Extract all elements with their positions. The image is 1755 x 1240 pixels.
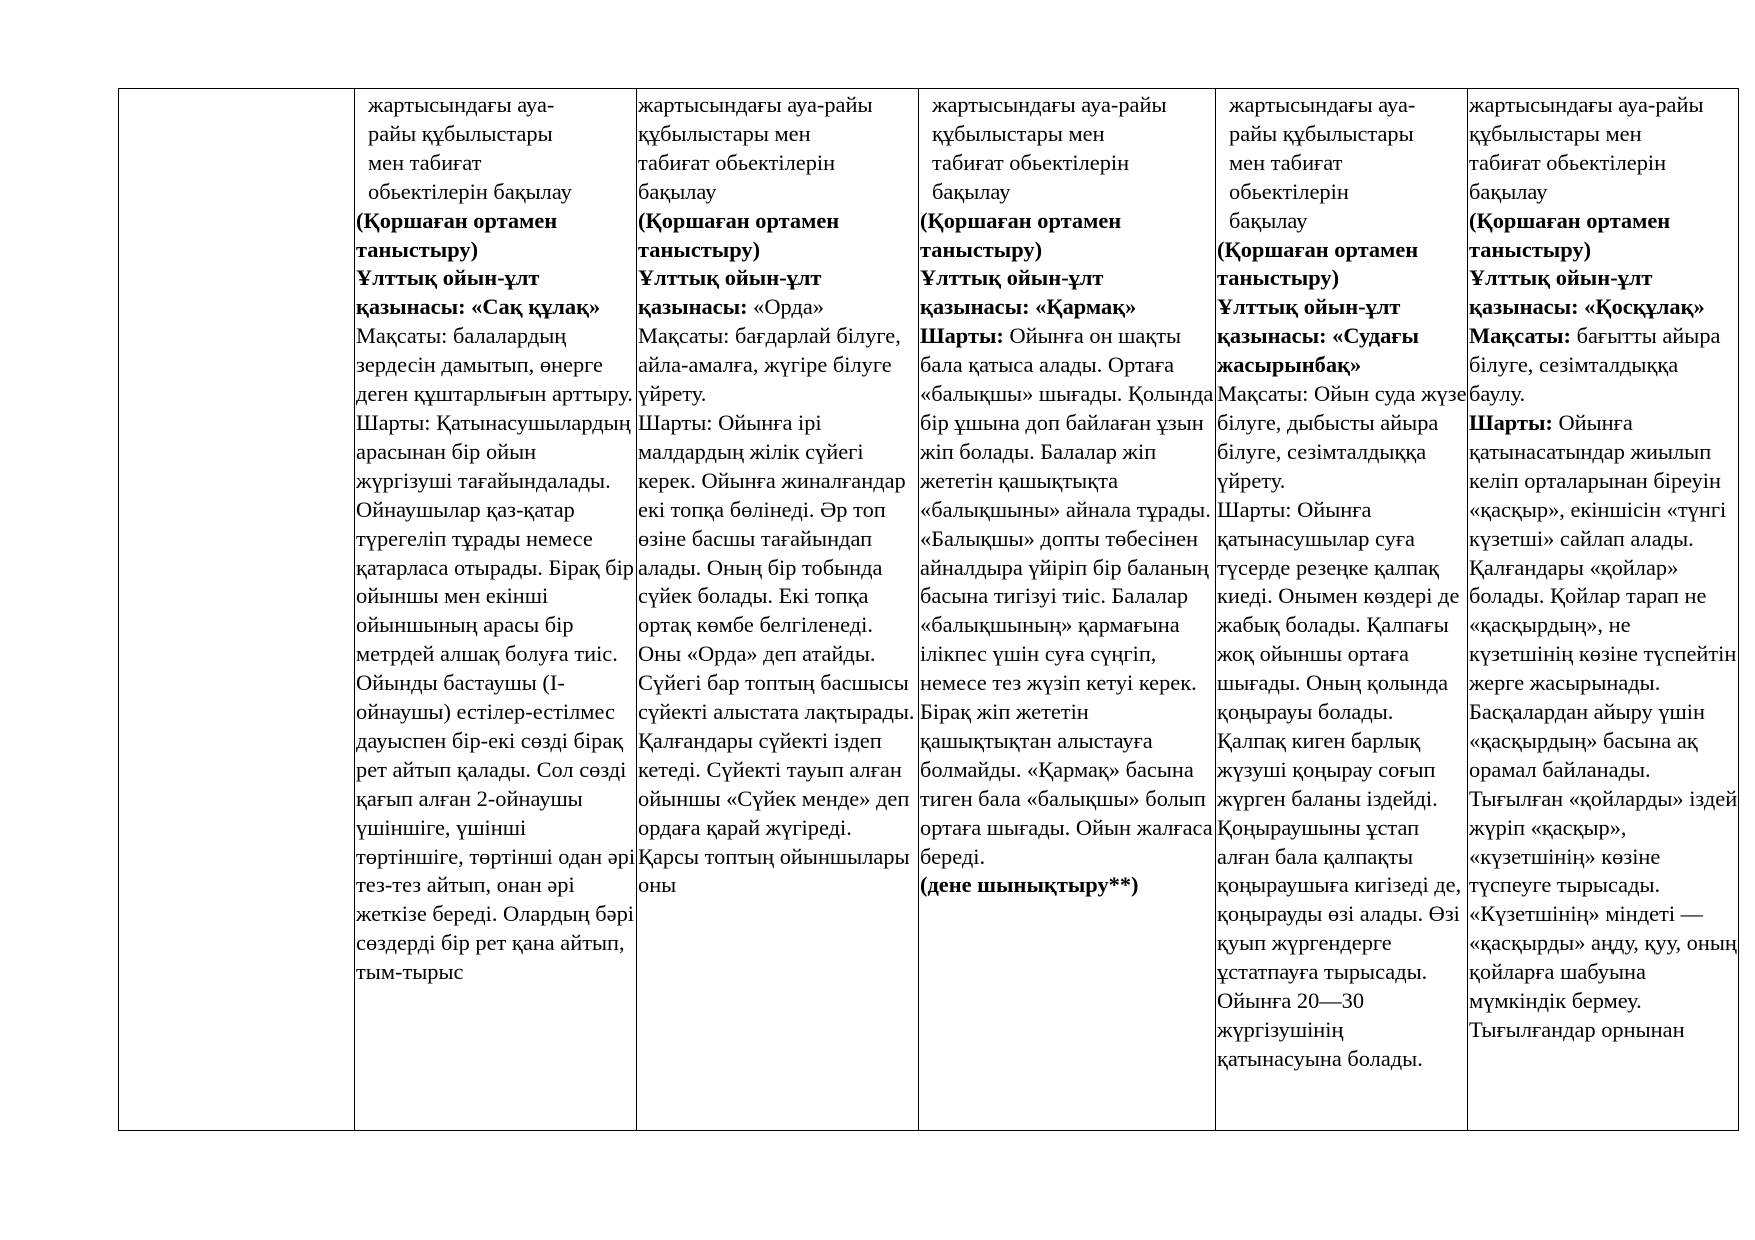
game-label: Ұлттық ойын-ұлт қазынасы: bbox=[356, 265, 540, 320]
game-name: «Судағы жасырынбақ» bbox=[1217, 323, 1419, 378]
rules-label: Шарты: bbox=[638, 409, 713, 435]
rules-label: Шарты: bbox=[920, 323, 1004, 349]
day-column-5 bbox=[1468, 89, 1739, 1131]
rules-text: Ойынға қатынасатындар жиылып келіп орталарынан біреуін «қасқыр», екіншісін «түнгі күзетші» сайлап алады. Қалғандары «қойлар» болады. Қойлар тарап не «қасқырдың», не күзетшінің көзіне түспейтін жерге жасырынады. Басқалардан айыру үшін «қасқырдың» басына ақ орамал байланады. Тығылған «қойларды» іздей жүріп «қасқыр», «күзетшінің» көзіне түспеуге тырысады. «Күзетшінің» міндеті — «қасқырды» аңду, қуу, оның қойларға шабуына мүмкіндік бермеу. Тығылғандар орнынан bbox=[1469, 409, 1738, 1042]
intro-text: жартысындағы ауа-райы құбылыстары мен табиғат обьектілерін бақылау bbox=[932, 92, 1167, 204]
game-label: Ұлттық ойын-ұлт қазынасы: bbox=[920, 265, 1104, 320]
intro-text: жартысындағы ауа- райы құбылыстары мен табиғат обьектілерін бақылау bbox=[368, 92, 572, 204]
goal-text: балалардың зердесін дамытып, өнерге деген құштарлығын арттыру. bbox=[356, 323, 633, 407]
rules-text: Ойынға ірі малдардың жілік сүйегі керек. Ойынға жиналғандар екі топқа бөлінеді. Әр топ өзіне басшы тағайындап алады. Оның бір тобында сүйек болады. Екі топқа ортақ көмбе белгіленеді. Оны «Орда» деп атайды. Сүйегі бар топтың басшысы сүйекті алыстата лақтырады. Қалғандары сүйекті іздеп кетеді. Сүйекті тауып алған ойыншы «Сүйек менде» деп ордаға қарай жүгіреді. Қарсы топтың ойыншылары оны bbox=[638, 409, 915, 898]
footer-note: (дене шынықтыру**) bbox=[920, 872, 1139, 898]
section-label: (Қоршаған ортамен таныстыру) bbox=[1217, 236, 1419, 291]
empty-label-cell bbox=[119, 89, 355, 1131]
table-row bbox=[119, 89, 1739, 1131]
section-label: (Қоршаған ортамен таныстыру) bbox=[638, 207, 840, 262]
rules-text: Қатынасушылардың арасынан бір ойын жүргізуші тағайындалады. Ойнаушылар қаз-қатар түрегеліп тұрады немесе қатарласа отырады. Бірақ бір ойыншы мен екінші ойыншының арасы бір метрдей алшақ болуға тиіс. Ойынды бастаушы (І-ойнаушы) естілер-естілмес дауыспен бір-екі сөзді бірақ рет айтып қалады. Сол сөзді қағып алған 2-ойнаушы үшіншіге, үшінші төртіншіге, төртінші одан әрі тез-тез айтып, онан әрі жеткізе береді. Олардың бәрі сөздерді бір рет қана айтып, тым-тырыс bbox=[356, 409, 636, 985]
day-column-3 bbox=[919, 89, 1216, 1131]
game-label: Ұлттық ойын-ұлт қазынасы: bbox=[1217, 294, 1401, 349]
game-label: Ұлттық ойын-ұлт қазынасы: bbox=[638, 265, 822, 320]
game-name: «Қармақ» bbox=[1035, 294, 1137, 320]
section-label: (Қоршаған ортамен таныстыру) bbox=[356, 207, 558, 262]
rules-label: Шарты: bbox=[356, 409, 431, 435]
section-label: (Қоршаған ортамен таныстыру) bbox=[1469, 207, 1671, 262]
day-column-4 bbox=[1216, 89, 1468, 1131]
intro-text: жартысындағы ауа-райы құбылыстары мен табиғат обьектілерін бақылау bbox=[1469, 92, 1704, 204]
game-label: Ұлттық ойын-ұлт қазынасы: bbox=[1469, 265, 1653, 320]
section-label: (Қоршаған ортамен таныстыру) bbox=[920, 207, 1122, 262]
goal-label: Мақсаты: bbox=[1217, 381, 1309, 407]
day-column-1 bbox=[355, 89, 637, 1131]
intro-text: жартысындағы ауа- райы құбылыстары мен табиғат обьектілерін бақылау bbox=[1229, 92, 1416, 233]
rules-label: Шарты: bbox=[1469, 409, 1553, 435]
game-name: «Сақ құлақ» bbox=[471, 294, 601, 320]
rules-label: Шарты: bbox=[1217, 496, 1292, 522]
intro-text: жартысындағы ауа-райы құбылыстары мен табиғат обьектілерін бақылау bbox=[638, 92, 873, 204]
plan-table bbox=[118, 88, 1739, 1131]
goal-text: Ойын суда жүзе білуге, дыбысты айыра білуге, сезімталдыққа үйрету. bbox=[1217, 381, 1467, 493]
day-column-2 bbox=[637, 89, 919, 1131]
rules-text: Ойынға қатынасушылар суға түсерде резеңке қалпақ киеді. Онымен көздері де жабық болады. Қалпағы жоқ ойыншы ортаға шығады. Оның қолында қоңырауы болады. Қалпақ киген барлық жүзуші қоңырау соғып жүрген баланы іздейді. Қоңыраушыны ұстап алған бала қалпақты қоңыраушыға кигізеді де, қоңырауды өзі алады. Өзі қуып жүргендерге ұстатпауға тырысады. Ойынға 20—30 жүргізушінің қатынасуына болады. bbox=[1217, 496, 1462, 1071]
goal-label: Мақсаты: bbox=[356, 323, 448, 349]
goal-text: бағдарлай білуге, айла-амалға, жүгіре білуге үйрету. bbox=[638, 323, 901, 407]
goal-label: Мақсаты: bbox=[1469, 323, 1571, 349]
goal-label: Мақсаты: bbox=[638, 323, 730, 349]
rules-text: Ойынға он шақты бала қатыса алады. Ортаға «балықшы» шығады. Қолында бір ұшына доп байлаған ұзын жіп болады. Балалар жіп жететін қашықтықта «балықшыны» айнала тұрады. «Балықшы» допты төбесінен айналдыра үйіріп бір баланың басына тигізуі тиіс. Балалар «балықшының» қармағына ілікпес үшін суға сүңгіп, немесе тез жүзіп кетуі керек. Бірақ жіп жететін қашықтықтан алыстауға болмайды. «Қармақ» басына тиген бала «балықшы» болып ортаға шығады. Ойын жалғаса береді. bbox=[920, 323, 1214, 869]
goal-text: бағытты айыра білуге, сезімталдыққа баулу. bbox=[1469, 323, 1721, 407]
game-name: «Орда» bbox=[753, 294, 824, 320]
game-name: «Қосқұлақ» bbox=[1584, 294, 1705, 320]
